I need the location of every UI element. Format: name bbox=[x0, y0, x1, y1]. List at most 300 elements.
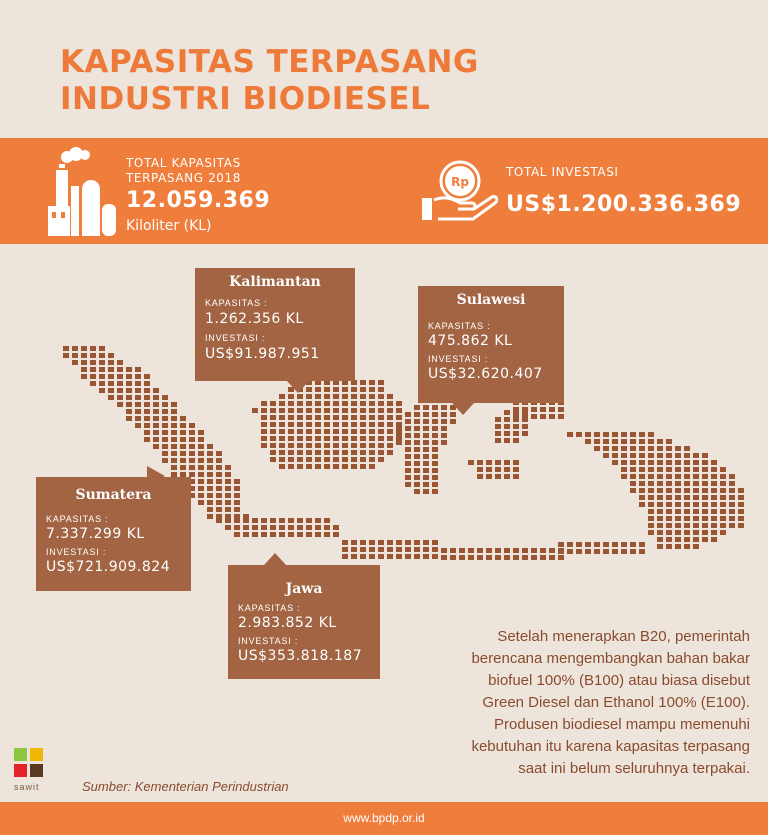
map-dot bbox=[333, 429, 339, 434]
map-dot bbox=[333, 436, 339, 441]
map-dot bbox=[360, 457, 366, 462]
map-dot bbox=[648, 453, 654, 458]
map-dot bbox=[423, 447, 429, 452]
map-dot bbox=[297, 457, 303, 462]
map-dot bbox=[333, 532, 339, 537]
map-dot bbox=[198, 444, 204, 449]
jawa-capacity-label: KAPASITAS : bbox=[238, 603, 301, 613]
map-dot bbox=[135, 367, 141, 372]
jawa-pointer bbox=[264, 553, 286, 565]
map-dot bbox=[414, 405, 420, 410]
map-dot bbox=[306, 415, 312, 420]
map-dot bbox=[360, 436, 366, 441]
map-dot bbox=[657, 502, 663, 507]
map-dot bbox=[153, 402, 159, 407]
map-dot bbox=[144, 416, 150, 421]
map-dot bbox=[657, 481, 663, 486]
map-dot bbox=[414, 440, 420, 445]
map-dot bbox=[666, 523, 672, 528]
map-dot bbox=[648, 460, 654, 465]
map-dot bbox=[126, 381, 132, 386]
map-dot bbox=[396, 547, 402, 552]
map-dot bbox=[486, 474, 492, 479]
map-dot bbox=[360, 547, 366, 552]
map-dot bbox=[432, 433, 438, 438]
map-dot bbox=[234, 479, 240, 484]
map-dot bbox=[270, 408, 276, 413]
map-dot bbox=[684, 488, 690, 493]
map-dot bbox=[153, 388, 159, 393]
map-dot bbox=[369, 547, 375, 552]
map-dot bbox=[351, 464, 357, 469]
map-dot bbox=[612, 446, 618, 451]
map-dot bbox=[315, 464, 321, 469]
map-dot bbox=[648, 432, 654, 437]
map-dot bbox=[405, 461, 411, 466]
map-dot bbox=[477, 474, 483, 479]
map-dot bbox=[387, 408, 393, 413]
map-dot bbox=[450, 419, 456, 424]
map-dot bbox=[594, 446, 600, 451]
map-dot bbox=[324, 401, 330, 406]
map-dot bbox=[315, 525, 321, 530]
map-dot bbox=[432, 412, 438, 417]
map-dot bbox=[639, 474, 645, 479]
map-dot bbox=[432, 540, 438, 545]
map-dot bbox=[684, 467, 690, 472]
sumatera-box bbox=[36, 477, 191, 591]
map-dot bbox=[729, 488, 735, 493]
map-dot bbox=[180, 465, 186, 470]
map-dot bbox=[162, 402, 168, 407]
map-dot bbox=[693, 537, 699, 542]
map-dot bbox=[288, 532, 294, 537]
map-dot bbox=[270, 532, 276, 537]
map-dot bbox=[675, 544, 681, 549]
map-dot bbox=[441, 412, 447, 417]
sawit-logo-icon bbox=[14, 748, 44, 782]
map-dot bbox=[171, 458, 177, 463]
map-dot bbox=[261, 532, 267, 537]
map-dot bbox=[657, 516, 663, 521]
map-dot bbox=[657, 509, 663, 514]
map-dot bbox=[405, 426, 411, 431]
map-dot bbox=[486, 467, 492, 472]
map-dot bbox=[720, 474, 726, 479]
map-dot bbox=[603, 432, 609, 437]
map-dot bbox=[297, 429, 303, 434]
map-dot bbox=[378, 415, 384, 420]
map-dot bbox=[738, 495, 744, 500]
map-dot bbox=[387, 394, 393, 399]
map-dot bbox=[72, 346, 78, 351]
map-dot bbox=[171, 430, 177, 435]
map-dot bbox=[306, 429, 312, 434]
map-dot bbox=[315, 532, 321, 537]
map-dot bbox=[486, 555, 492, 560]
map-dot bbox=[153, 395, 159, 400]
map-dot bbox=[171, 409, 177, 414]
map-dot bbox=[117, 395, 123, 400]
map-dot bbox=[495, 467, 501, 472]
map-dot bbox=[684, 495, 690, 500]
map-dot bbox=[333, 408, 339, 413]
footer-bar bbox=[0, 802, 768, 835]
map-dot bbox=[648, 509, 654, 514]
map-dot bbox=[369, 422, 375, 427]
sumatera-capacity-label: KAPASITAS : bbox=[46, 514, 109, 524]
map-dot bbox=[279, 457, 285, 462]
map-dot bbox=[144, 423, 150, 428]
map-dot bbox=[666, 495, 672, 500]
map-dot bbox=[270, 443, 276, 448]
map-dot bbox=[657, 439, 663, 444]
map-dot bbox=[342, 422, 348, 427]
map-dot bbox=[162, 430, 168, 435]
map-dot bbox=[657, 537, 663, 542]
map-dot bbox=[693, 488, 699, 493]
map-dot bbox=[477, 467, 483, 472]
map-dot bbox=[711, 509, 717, 514]
map-dot bbox=[315, 443, 321, 448]
map-dot bbox=[135, 402, 141, 407]
map-dot bbox=[144, 430, 150, 435]
map-dot bbox=[81, 374, 87, 379]
map-dot bbox=[675, 523, 681, 528]
map-dot bbox=[333, 394, 339, 399]
map-dot bbox=[324, 450, 330, 455]
map-dot bbox=[198, 479, 204, 484]
map-dot bbox=[423, 475, 429, 480]
map-dot bbox=[414, 547, 420, 552]
map-dot bbox=[297, 401, 303, 406]
map-dot bbox=[414, 482, 420, 487]
map-dot bbox=[657, 460, 663, 465]
map-dot bbox=[378, 422, 384, 427]
map-dot bbox=[729, 523, 735, 528]
map-dot bbox=[612, 549, 618, 554]
map-dot bbox=[405, 540, 411, 545]
map-dot bbox=[216, 458, 222, 463]
map-dot bbox=[342, 443, 348, 448]
map-dot bbox=[630, 549, 636, 554]
map-dot bbox=[360, 443, 366, 448]
map-dot bbox=[135, 395, 141, 400]
map-dot bbox=[621, 467, 627, 472]
map-dot bbox=[378, 443, 384, 448]
map-dot bbox=[666, 509, 672, 514]
map-dot bbox=[315, 457, 321, 462]
map-dot bbox=[144, 374, 150, 379]
map-dot bbox=[207, 479, 213, 484]
map-dot bbox=[225, 500, 231, 505]
map-dot bbox=[414, 540, 420, 545]
map-dot bbox=[612, 453, 618, 458]
map-dot bbox=[711, 530, 717, 535]
map-dot bbox=[99, 360, 105, 365]
map-dot bbox=[315, 518, 321, 523]
map-dot bbox=[216, 472, 222, 477]
map-dot bbox=[711, 516, 717, 521]
map-dot bbox=[90, 374, 96, 379]
map-dot bbox=[441, 440, 447, 445]
map-dot bbox=[108, 353, 114, 358]
map-dot bbox=[171, 444, 177, 449]
map-dot bbox=[495, 460, 501, 465]
map-dot bbox=[270, 525, 276, 530]
map-dot bbox=[639, 542, 645, 547]
map-dot bbox=[108, 395, 114, 400]
map-dot bbox=[729, 481, 735, 486]
map-dot bbox=[297, 394, 303, 399]
map-dot bbox=[423, 433, 429, 438]
map-dot bbox=[675, 516, 681, 521]
map-dot bbox=[279, 464, 285, 469]
map-dot bbox=[711, 502, 717, 507]
map-dot bbox=[81, 346, 87, 351]
map-dot bbox=[135, 423, 141, 428]
map-dot bbox=[423, 426, 429, 431]
map-dot bbox=[315, 401, 321, 406]
map-dot bbox=[441, 419, 447, 424]
map-dot bbox=[252, 518, 258, 523]
map-dot bbox=[279, 525, 285, 530]
map-dot bbox=[351, 436, 357, 441]
map-dot bbox=[540, 555, 546, 560]
map-dot bbox=[180, 423, 186, 428]
map-dot bbox=[693, 453, 699, 458]
map-dot bbox=[360, 540, 366, 545]
map-dot bbox=[405, 412, 411, 417]
map-dot bbox=[639, 495, 645, 500]
map-dot bbox=[288, 401, 294, 406]
map-dot bbox=[81, 367, 87, 372]
map-dot bbox=[504, 417, 510, 422]
map-dot bbox=[243, 525, 249, 530]
map-dot bbox=[342, 464, 348, 469]
map-dot bbox=[405, 482, 411, 487]
map-dot bbox=[666, 439, 672, 444]
map-dot bbox=[432, 468, 438, 473]
map-dot bbox=[657, 495, 663, 500]
map-dot bbox=[180, 430, 186, 435]
map-dot bbox=[693, 516, 699, 521]
map-dot bbox=[216, 500, 222, 505]
map-dot bbox=[513, 424, 519, 429]
map-dot bbox=[720, 488, 726, 493]
capacity-label-1: TOTAL KAPASITAS bbox=[126, 156, 241, 170]
map-dot bbox=[360, 429, 366, 434]
map-dot bbox=[477, 548, 483, 553]
map-dot bbox=[342, 429, 348, 434]
map-dot bbox=[738, 523, 744, 528]
map-dot bbox=[180, 444, 186, 449]
map-dot bbox=[675, 537, 681, 542]
map-dot bbox=[144, 409, 150, 414]
map-dot bbox=[432, 440, 438, 445]
map-dot bbox=[423, 440, 429, 445]
map-dot bbox=[342, 450, 348, 455]
map-dot bbox=[468, 460, 474, 465]
map-dot bbox=[207, 500, 213, 505]
map-dot bbox=[396, 433, 402, 438]
map-dot bbox=[306, 464, 312, 469]
map-dot bbox=[189, 458, 195, 463]
map-dot bbox=[684, 509, 690, 514]
map-dot bbox=[126, 409, 132, 414]
map-dot bbox=[612, 542, 618, 547]
title-line-2: INDUSTRI BIODIESEL bbox=[60, 81, 431, 117]
map-dot bbox=[207, 486, 213, 491]
map-dot bbox=[342, 408, 348, 413]
map-dot bbox=[711, 467, 717, 472]
map-dot bbox=[720, 495, 726, 500]
map-dot bbox=[81, 353, 87, 358]
map-dot bbox=[477, 555, 483, 560]
map-dot bbox=[396, 554, 402, 559]
map-dot bbox=[351, 443, 357, 448]
map-dot bbox=[216, 451, 222, 456]
map-dot bbox=[648, 439, 654, 444]
map-dot bbox=[423, 554, 429, 559]
map-dot bbox=[666, 502, 672, 507]
map-dot bbox=[603, 542, 609, 547]
map-dot bbox=[351, 457, 357, 462]
map-dot bbox=[738, 509, 744, 514]
map-dot bbox=[279, 422, 285, 427]
map-dot bbox=[288, 408, 294, 413]
map-dot bbox=[216, 465, 222, 470]
map-dot bbox=[180, 437, 186, 442]
map-dot bbox=[432, 489, 438, 494]
map-dot bbox=[702, 495, 708, 500]
map-dot bbox=[675, 453, 681, 458]
map-dot bbox=[396, 440, 402, 445]
map-dot bbox=[414, 447, 420, 452]
footer-url[interactable]: www.bpdp.or.id bbox=[343, 811, 425, 825]
map-dot bbox=[351, 415, 357, 420]
map-dot bbox=[279, 429, 285, 434]
map-dot bbox=[675, 530, 681, 535]
map-dot bbox=[639, 481, 645, 486]
map-dot bbox=[252, 532, 258, 537]
map-dot bbox=[369, 443, 375, 448]
map-dot bbox=[405, 433, 411, 438]
map-dot bbox=[135, 388, 141, 393]
map-dot bbox=[324, 464, 330, 469]
map-dot bbox=[117, 374, 123, 379]
map-dot bbox=[414, 454, 420, 459]
map-dot bbox=[441, 433, 447, 438]
map-dot bbox=[612, 439, 618, 444]
map-dot bbox=[711, 474, 717, 479]
map-dot bbox=[693, 495, 699, 500]
map-dot bbox=[540, 407, 546, 412]
map-dot bbox=[630, 474, 636, 479]
map-dot bbox=[333, 443, 339, 448]
map-dot bbox=[369, 415, 375, 420]
map-dot bbox=[621, 453, 627, 458]
map-dot bbox=[279, 415, 285, 420]
map-dot bbox=[396, 408, 402, 413]
map-dot bbox=[693, 481, 699, 486]
map-dot bbox=[369, 387, 375, 392]
map-dot bbox=[567, 542, 573, 547]
map-dot bbox=[252, 408, 258, 413]
map-dot bbox=[432, 554, 438, 559]
map-dot bbox=[666, 460, 672, 465]
map-dot bbox=[468, 555, 474, 560]
map-dot bbox=[108, 388, 114, 393]
map-dot bbox=[567, 432, 573, 437]
map-dot bbox=[342, 436, 348, 441]
map-dot bbox=[630, 453, 636, 458]
map-dot bbox=[738, 516, 744, 521]
map-dot bbox=[387, 547, 393, 552]
map-dot bbox=[171, 402, 177, 407]
map-dot bbox=[441, 555, 447, 560]
map-dot bbox=[144, 388, 150, 393]
map-dot bbox=[414, 554, 420, 559]
map-dot bbox=[324, 394, 330, 399]
map-dot bbox=[675, 502, 681, 507]
map-dot bbox=[99, 367, 105, 372]
source-text: Sumber: Kementerian Perindustrian bbox=[82, 779, 289, 794]
map-dot bbox=[495, 555, 501, 560]
note-line: berencana mengembangkan bahan bakar bbox=[471, 650, 750, 667]
logo-text: sawit bbox=[14, 782, 40, 792]
map-dot bbox=[594, 542, 600, 547]
map-dot bbox=[504, 431, 510, 436]
map-dot bbox=[432, 454, 438, 459]
map-dot bbox=[630, 542, 636, 547]
map-dot bbox=[405, 454, 411, 459]
map-dot bbox=[162, 423, 168, 428]
map-dot bbox=[468, 548, 474, 553]
map-dot bbox=[423, 540, 429, 545]
map-dot bbox=[522, 548, 528, 553]
map-dot bbox=[279, 450, 285, 455]
map-dot bbox=[225, 486, 231, 491]
map-dot bbox=[387, 429, 393, 434]
map-dot bbox=[729, 509, 735, 514]
map-dot bbox=[531, 548, 537, 553]
description-paragraph bbox=[410, 626, 750, 780]
map-dot bbox=[324, 408, 330, 413]
map-dot bbox=[459, 548, 465, 553]
map-dot bbox=[153, 416, 159, 421]
map-dot bbox=[387, 540, 393, 545]
map-dot bbox=[414, 489, 420, 494]
map-dot bbox=[198, 430, 204, 435]
map-dot bbox=[648, 488, 654, 493]
map-dot bbox=[333, 450, 339, 455]
map-dot bbox=[99, 381, 105, 386]
map-dot bbox=[549, 414, 555, 419]
map-dot bbox=[198, 458, 204, 463]
map-dot bbox=[351, 429, 357, 434]
map-dot bbox=[558, 549, 564, 554]
map-dot bbox=[306, 401, 312, 406]
map-dot bbox=[423, 489, 429, 494]
map-dot bbox=[162, 395, 168, 400]
map-dot bbox=[657, 544, 663, 549]
map-dot bbox=[720, 467, 726, 472]
map-dot bbox=[423, 547, 429, 552]
map-dot bbox=[369, 401, 375, 406]
map-dot bbox=[378, 457, 384, 462]
map-dot bbox=[576, 432, 582, 437]
